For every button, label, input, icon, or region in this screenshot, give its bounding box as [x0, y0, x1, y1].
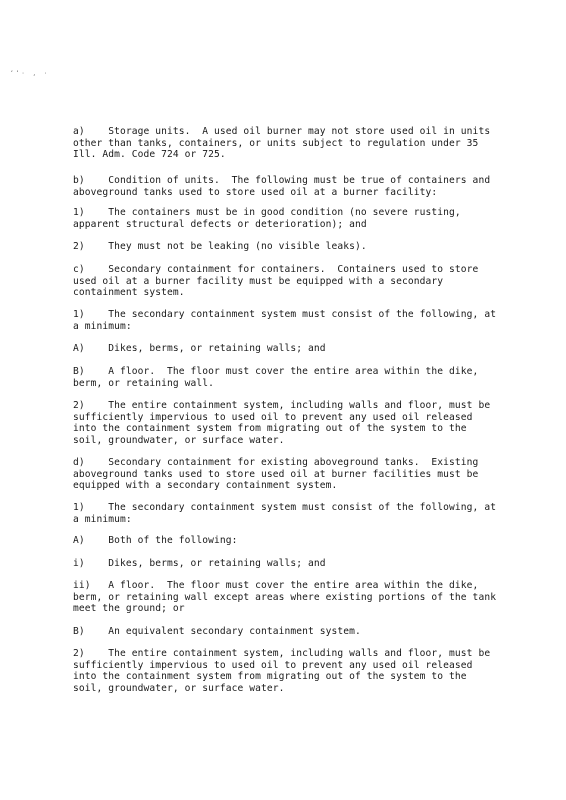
paragraph-c-secondary-containment-containers: c) Secondary containment for containers. Containers used to store used oil at a burner facility must be equipped with a secondary containment system.	[73, 264, 479, 298]
paragraph-b2-not-leaking: 2) They must not be leaking (no visible leaks).	[73, 241, 367, 252]
paragraph-d-existing-tanks: d) Secondary containment for existing aboveground tanks. Existing aboveground tanks used to store used oil at burner facilities must be equipped with a secondary containment system.	[73, 457, 479, 491]
paragraph-d1a-both: A) Both of the following:	[73, 535, 238, 546]
paragraph-d1ai-dikes: i) Dikes, berms, or retaining walls; and	[73, 558, 326, 569]
paragraph-c1b-floor: B) A floor. The floor must cover the entire area within the dike, berm, or retaining wall.	[73, 366, 479, 389]
paragraph-d1aii-floor: ii) A floor. The floor must cover the entire area within the dike, berm, or retaining wall except areas where existing portions of the tank meet the ground; or	[73, 580, 497, 614]
corner-mark: ʻʻ· , ·	[10, 70, 50, 77]
paragraph-c1a-dikes: A) Dikes, berms, or retaining walls; and	[73, 343, 326, 354]
paragraph-d2-impervious: 2) The entire containment system, including walls and floor, must be sufficiently impervious to used oil to prevent any used oil released into the containment system from migrating out of the system to the soil, groundwater, or surface water.	[73, 648, 491, 694]
paragraph-b-condition-of-units: b) Condition of units. The following must be true of containers and aboveground tanks used to store used oil at a burner facility:	[73, 175, 491, 198]
paragraph-d1-system-minimum: 1) The secondary containment system must consist of the following, at a minimum:	[73, 502, 497, 525]
paragraph-c1-system-minimum: 1) The secondary containment system must consist of the following, at a minimum:	[73, 309, 497, 332]
paragraph-d1b-equivalent: B) An equivalent secondary containment system.	[73, 626, 361, 637]
paragraph-a-storage-units: a) Storage units. A used oil burner may not store used oil in units other than tanks, containers, or units subject to regulation under 35 Ill. Adm. Code 724 or 725.	[73, 126, 491, 160]
paragraph-b1-good-condition: 1) The containers must be in good condition (no severe rusting, apparent structural defects or deterioration); and	[73, 207, 461, 230]
paragraph-c2-impervious: 2) The entire containment system, including walls and floor, must be sufficiently impervious to used oil to prevent any used oil released into the containment system from migrating out of the system to the soil, groundwater, or surface water.	[73, 400, 491, 446]
